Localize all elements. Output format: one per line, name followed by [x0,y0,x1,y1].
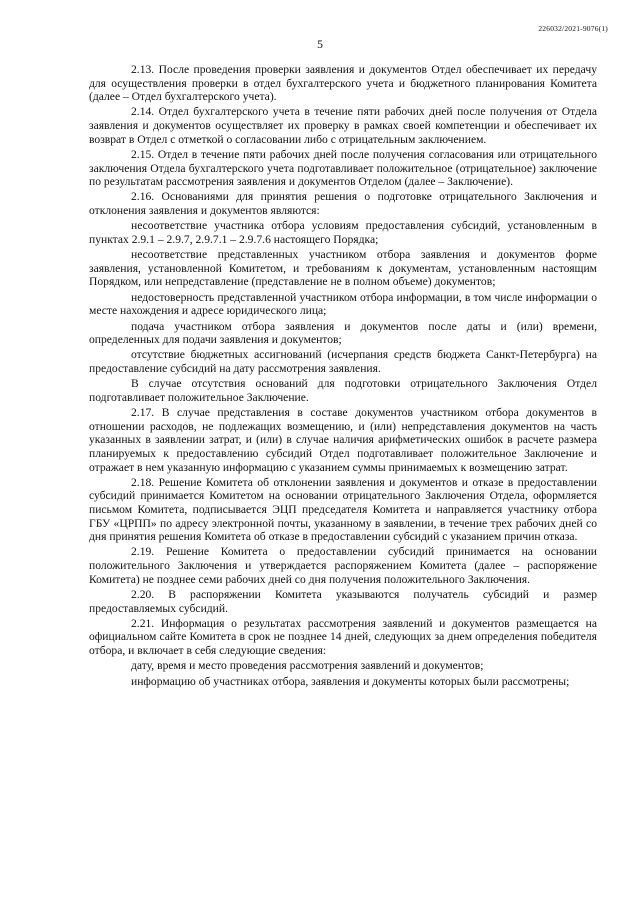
paragraph-2-20: 2.20. В распоряжении Комитета указываются получатель субсидий и размер предоставляемых субсидий. [89,587,597,615]
paragraph-2-16: 2.16. Основаниями для принятия решения о подготовке отрицательного Заключения и отклонения заявления и документов являются: [89,190,597,217]
list-item-ground-5: отсутствие бюджетных ассигнований (исчерпания средств бюджета Санкт-Петербурга) на предоставление субсидий на дату рассмотрения заявления. [89,348,597,375]
paragraph-2-15: 2.15. Отдел в течение пяти рабочих дней после получения согласования или отрицательного заключения Отдела бухгалтерского учета подготавливает положительное (отрицательное) заключение по результатам рассмотрения заявления и документов Отделом (далее – Заключение). [89,147,597,189]
paragraph-2-19: 2.19. Решение Комитета о предоставлении субсидий принимается на основании положительного Заключения и утверждается распоряжением Комитета (далее – распоряжение Комитета) не позднее семи рабочих дней со дня получения положительного Заключения. [89,545,597,586]
list-item-ground-4: подача участником отбора заявления и документов после даты и (или) времени, определенных для подачи заявления и документов; [89,319,597,347]
list-item-ground-3: недостоверность представленной участником отбора информации, в том числе информации о месте нахождения и адресе юридического лица; [89,290,597,318]
paragraph-2-21: 2.21. Информация о результатах рассмотрения заявлений и документов размещается на официальном сайте Комитета в срок не позднее 14 дней, следующих за днем определения победителя отбора, и включает в себя следующие сведения: [89,616,597,657]
paragraph-2-14: 2.14. Отдел бухгалтерского учета в течение пяти рабочих дней после получения от Отдела заявления и документов осуществляет их проверку в рамках своей компетенции и обеспечивает их возврат в Отдел с отметкой о согласовании либо с отрицательным заключением. [89,105,597,146]
paragraph-2-18: 2.18. Решение Комитета об отклонении заявления и документов и отказе в предоставлении субсидий принимается Комитетом на основании отрицательного Заключения Отдела, оформляется письмом Комитета, подписывается ЭЦП председателя Комитета и направляется участнику отбора ГБУ «ЦРПП» по адресу электронной почты, указанному в заявлении, в течение трех рабочих дней со дня принятия решения Комитета об отказе в предоставлении субсидий с указанием причин отказа. [89,475,597,544]
list-item-ground-2: несоответствие представленных участником отбора заявления и документов форме заявления, установленной Комитетом, и требованиям к документам, установленным настоящим Порядком, или непредставление (представление не в полном объеме) документов; [89,248,597,289]
document-body [89,63,597,690]
document-number: 226032/2021-9076(1) [538,24,608,33]
list-item-info-1: дату, время и место проведения рассмотрения заявлений и документов; [131,659,484,673]
paragraph-2-13: 2.13. После проведения проверки заявления и документов Отдел обеспечивает их передачу для осуществления проверки в отдел бухгалтерского учета и бюджетного планирования Комитета (далее – Отдел бухгалтерского учета). [89,63,597,104]
page-number: 5 [317,37,323,51]
list-item-ground-1: несоответствие участника отбора условиям предоставления субсидий, установленным в пунктах 2.9.1 – 2.9.7, 2.9.7.1 – 2.9.7.6 настоящего Порядка; [89,219,597,246]
paragraph-positive-conclusion: В случае отсутствия оснований для подготовки отрицательного Заключения Отдел подготавливает положительное Заключение. [89,377,597,404]
paragraph-2-17: 2.17. В случае представления в составе документов участником отбора документов в отношении расходов, не подлежащих возмещению, и (или) непредставления документов на часть указанных в заявлении затрат, и (или) в случае наличия арифметических ошибок в расчете размера планируемых к предоставлению субсидий Отдел подготавливает положительное Заключение и отражает в нем указанную информацию с указанием суммы принимаемых к возмещению затрат. [89,406,597,474]
list-item-info-2: информацию об участниках отбора, заявления и документы которых были рассмотрены; [131,674,570,688]
